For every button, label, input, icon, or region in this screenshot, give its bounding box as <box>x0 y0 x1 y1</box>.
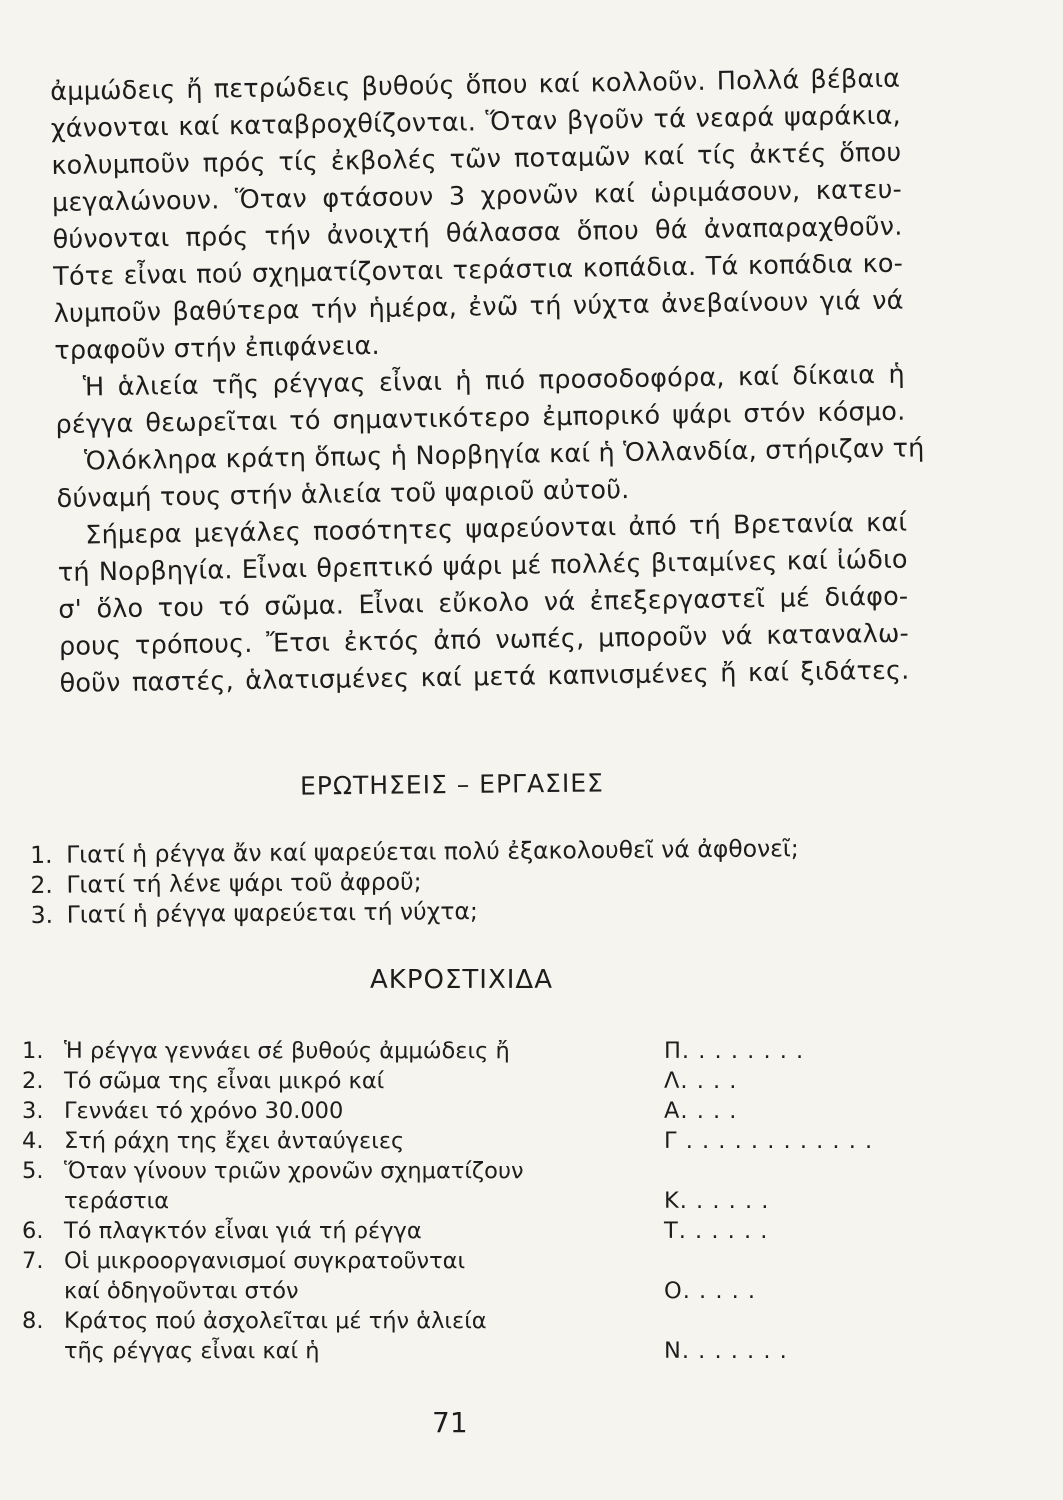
prose-line: λυμποῦν βαθύτερα τήν ἡμέρα, ἐνῶ τή νύχτα ἀνεβαίνουν γιά νά <box>53 285 904 329</box>
acrostic-item <box>22 1306 842 1366</box>
acrostic-clue <box>64 1216 664 1246</box>
acrostic-clue <box>64 1036 664 1066</box>
prose-line: θοῦν παστές, ἁλατισμένες καί μετά καπνισμένες ἤ καί ξιδάτες. <box>59 655 910 699</box>
acrostic-number: 3. <box>22 1098 44 1124</box>
acrostic-number: 6. <box>22 1218 44 1244</box>
acrostic-number: 5. <box>22 1158 44 1184</box>
acrostic-clue <box>64 1246 664 1306</box>
prose-line: Σήμερα μεγάλες ποσότητες ψαρεύονται ἀπό τή Βρετανία καί <box>85 507 908 551</box>
acrostic-clue-line: Τό σῶμα της εἶναι μικρό καί <box>64 1068 385 1094</box>
question-text: Γιατί ἡ ρέγγα ἄν καί ψαρεύεται πολύ ἐξακολουθεῖ νά ἀφθονεῖ; <box>66 834 799 869</box>
acrostic-answer-blank: Κ. . . . . . <box>664 1188 770 1214</box>
prose-line: χάνονται καί καταβροχθίζονται. Ὅταν βγοῦν τά νεαρά ψαράκια, <box>50 100 901 144</box>
prose-line: μεγαλώνουν. Ὅταν φτάσουν 3 χρονῶν καί ὡριμάσουν, κατευ- <box>51 174 903 218</box>
acrostic-item <box>22 1246 842 1306</box>
question-number: 1. <box>30 840 53 869</box>
prose-line: δύναμή τους στήν ἁλιεία τοῦ ψαριοῦ αὐτοῦ. <box>56 474 630 514</box>
prose-line: σ' ὅλο του τό σῶμα. Εἶναι εὔκολο νά ἐπεξεργαστεῖ μέ διάφο- <box>58 581 909 625</box>
acrostic-item <box>22 1036 842 1066</box>
question-text: Γιατί τή λένε ψάρι τοῦ ἀφροῦ; <box>66 867 422 899</box>
prose-line: Τότε εἶναι πού σχηματίζονται τεράστια κοπάδια. Τά κοπάδια κο- <box>52 248 904 292</box>
acrostic-item <box>22 1126 874 1156</box>
acrostic-list <box>22 1036 874 1366</box>
acrostic-heading: ΑΚΡΟΣΤΙΧΙΔΑ <box>370 965 554 995</box>
herring-prose-text <box>50 61 925 703</box>
acrostic-item <box>22 1216 842 1246</box>
acrostic-number: 2. <box>22 1068 44 1094</box>
prose-line: κολυμποῦν πρός τίς ἐκβολές τῶν ποταμῶν καί τίς ἀκτές ὅπου <box>51 137 902 181</box>
prose-line: ἀμμώδεις ἤ πετρώδεις βυθούς ὅπου καί κολλοῦν. Πολλά βέβαια <box>50 63 901 107</box>
acrostic-answer-blank: Λ. . . . <box>664 1068 738 1094</box>
acrostic-answer-blank: Α. . . . <box>664 1098 738 1124</box>
acrostic-item <box>22 1096 842 1126</box>
prose-line: ρους τρόπους. Ἔτσι ἐκτός ἀπό νωπές, μποροῦν νά καταναλω- <box>58 618 910 662</box>
acrostic-clue <box>64 1096 664 1126</box>
acrostic-number: 4. <box>22 1128 44 1154</box>
acrostic-number: 1. <box>22 1038 44 1064</box>
prose-line: τραφοῦν στήν ἐπιφάνεια. <box>54 330 381 366</box>
question-number: 2. <box>30 870 53 899</box>
acrostic-answer-blank: Γ . . . . . . . . . . . . <box>664 1128 874 1154</box>
questions-list <box>30 833 861 930</box>
acrostic-clue <box>64 1156 664 1216</box>
acrostic-clue-line: Τό πλαγκτόν εἶναι γιά τή ρέγγα <box>64 1218 422 1244</box>
acrostic-clue <box>64 1306 664 1366</box>
acrostic-clue-line: Κράτος πού ἀσχολεῖται μέ τήν ἁλιεία <box>64 1308 487 1334</box>
acrostic-clue-line: Στή ράχη της ἔχει ἀνταύγειες <box>64 1128 405 1154</box>
acrostic-answer-blank: Τ. . . . . . <box>664 1218 769 1244</box>
acrostic-answer-blank: Ο. . . . . <box>664 1278 757 1304</box>
acrostic-clue-line: Γεννάει τό χρόνο 30.000 <box>64 1098 344 1124</box>
prose-line: ρέγγα θεωρεῖται τό σημαντικότερο ἐμπορικό ψάρι στόν κόσμο. <box>55 396 906 440</box>
prose-line: θύνονται πρός τήν ἀνοιχτή θάλασσα ὅπου θά ἀναπαραχθοῦν. <box>52 211 903 255</box>
acrostic-clue-line: καί ὁδηγοῦνται στόν <box>64 1278 299 1304</box>
prose-line: Ἡ ἁλιεία τῆς ρέγγας εἶναι ἡ πιό προσοδοφόρα, καί δίκαια ἡ <box>82 359 906 403</box>
question-number: 3. <box>30 900 54 929</box>
acrostic-clue <box>64 1126 664 1156</box>
acrostic-answer-blank: Ν. . . . . . . <box>664 1338 788 1364</box>
question-text: Γιατί ἡ ρέγγα ψαρεύεται τή νύχτα; <box>66 897 478 929</box>
question-item <box>31 893 861 930</box>
prose-line: Ὁλόκληρα κράτη ὅπως ἡ Νορβηγία καί ἡ Ὁλλανδία, στήριζαν τή <box>83 433 925 477</box>
prose-line: τή Νορβηγία. Εἶναι θρεπτικό ψάρι μέ πολλές βιταμίνες καί ἰώδιο <box>57 544 908 588</box>
acrostic-number: 8. <box>22 1308 44 1334</box>
acrostic-item <box>22 1156 842 1216</box>
questions-heading: ΕΡΩΤΗΣΕΙΣ – ΕΡΓΑΣΙΕΣ <box>299 768 605 801</box>
acrostic-item <box>22 1066 842 1096</box>
acrostic-clue <box>64 1066 664 1096</box>
acrostic-answer-blank: Π. . . . . . . . <box>664 1038 805 1064</box>
acrostic-clue-line: Οἱ μικροοργανισμοί συγκρατοῦνται <box>64 1248 466 1274</box>
acrostic-number: 7. <box>22 1248 44 1274</box>
acrostic-clue-line: Ὅταν γίνουν τριῶν χρονῶν σχηματίζουν <box>64 1158 524 1184</box>
acrostic-clue-line: Ἡ ρέγγα γεννάει σέ βυθούς ἀμμώδεις ἤ <box>64 1038 510 1064</box>
acrostic-clue-line: τεράστια <box>64 1188 170 1214</box>
acrostic-clue-line: τῆς ρέγγας εἶναι καί ἡ <box>64 1338 320 1364</box>
page-number: 71 <box>432 1406 468 1439</box>
